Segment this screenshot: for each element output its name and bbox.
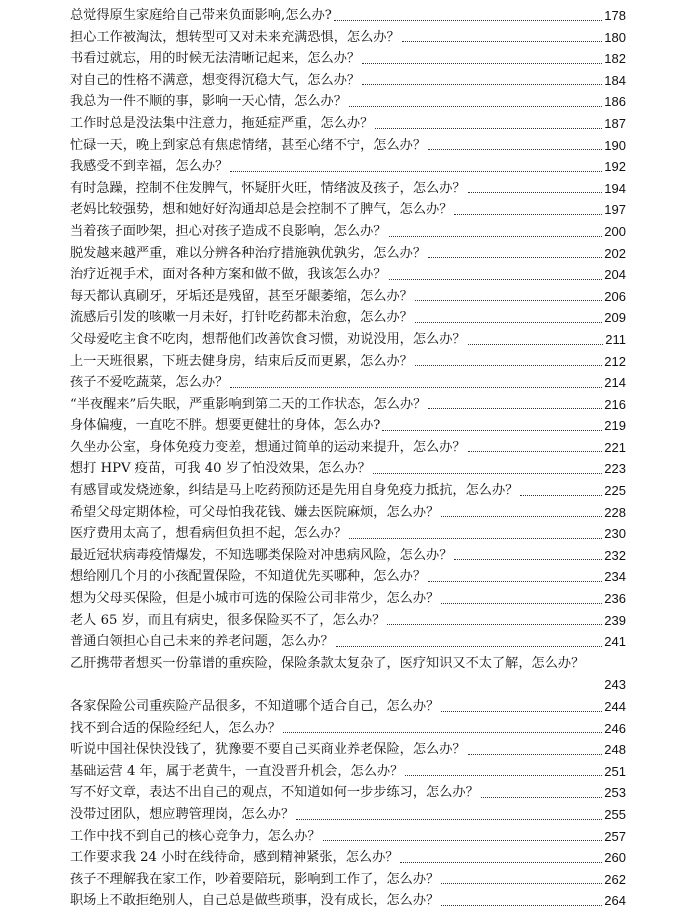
toc-entry-page-number: 190: [604, 137, 626, 153]
toc-entry-page-number: 200: [604, 223, 626, 239]
toc-entry: [70, 48, 626, 70]
toc-entry-title: 久坐办公室，身体免疫力变差，想通过简单的运动来提升，怎么办？: [70, 439, 466, 455]
toc-entry: [70, 610, 626, 632]
dot-leader: [405, 775, 602, 776]
toc-entry: [70, 243, 626, 265]
dot-leader: [468, 192, 603, 193]
toc-entry-page-number: 251: [604, 763, 626, 779]
toc-entry: [70, 437, 626, 459]
dot-leader: [230, 171, 602, 172]
dot-leader: [481, 797, 602, 798]
toc-entry-page-number: 246: [604, 720, 626, 736]
toc-entry-title: 没带过团队，想应聘管理岗，怎么办？: [70, 806, 295, 822]
toc-entry: [70, 458, 626, 480]
toc-entry-page-number: 264: [604, 893, 626, 909]
toc-entry: [70, 329, 626, 351]
toc-entry-title: 我总为一件不顺的事，影响一天心情，怎么办？: [70, 94, 347, 110]
toc-entry: [70, 631, 626, 653]
toc-entry-page-number: 253: [604, 785, 626, 801]
toc-entry-title: 找不到合适的保险经纪人，怎么办？: [70, 720, 281, 736]
toc-entry: [70, 156, 626, 178]
toc-entry-title: 想打 HPV 疫苗，可我 40 岁了怕没效果，怎么办？: [70, 461, 371, 477]
toc-entry: [70, 70, 626, 92]
toc-entry-page-number: 204: [604, 267, 626, 283]
dot-leader: [323, 840, 603, 841]
toc-entry-title: 工作要求我 24 小时在线待命，感到精神紧张，怎么办？: [70, 850, 399, 866]
dot-leader: [468, 451, 603, 452]
dot-leader: [296, 819, 602, 820]
toc-entry: [70, 415, 626, 437]
toc-entry-title: 每天都认真刷牙，牙垢还是残留，甚至牙龈萎缩，怎么办？: [70, 288, 413, 304]
toc-entry: [70, 739, 626, 761]
toc-entry-page-number: 206: [604, 288, 626, 304]
toc-entry-title: 书看过就忘，用的时候无法清晰记起来，怎么办？: [70, 51, 361, 67]
toc-entry-page-number: 194: [604, 180, 626, 196]
toc-entry-page-number: 214: [604, 375, 626, 391]
toc-entry-title: 担心工作被淘汰，想转型可又对未来充满恐惧，怎么办？: [70, 29, 400, 45]
toc-entry: [70, 135, 626, 157]
dot-leader: [336, 646, 603, 647]
toc-entry-page-number: 192: [604, 159, 626, 175]
toc-entry-page-number: 257: [604, 828, 626, 844]
table-of-contents: [70, 5, 626, 912]
toc-entry-title: 最近冠状病毒疫情爆发，不知选哪类保险对冲患病风险，怎么办？: [70, 547, 453, 563]
dot-leader: [400, 862, 602, 863]
toc-entry-title: 想为父母买保险，但是小城市可选的保险公司非常少，怎么办？: [70, 591, 440, 607]
dot-leader: [428, 408, 602, 409]
toc-entry: [70, 199, 626, 221]
toc-entry: [70, 221, 626, 243]
toc-entry: [70, 264, 626, 286]
toc-entry-page-number: 225: [604, 483, 626, 499]
dot-leader: [441, 883, 602, 884]
toc-entry: [70, 847, 626, 869]
toc-entry-page-number: 178: [604, 8, 626, 23]
dot-leader: [441, 711, 602, 712]
toc-entry-title: 上一天班很累，下班去健身房，结束后反而更累，怎么办？: [70, 353, 413, 369]
toc-entry-page-number: 212: [604, 353, 626, 369]
toc-entry-page-number: 223: [604, 461, 626, 477]
toc-entry: [70, 5, 626, 27]
toc-entry-title: 脱发越来越严重，难以分辨各种治疗措施孰优孰劣，怎么办？: [70, 245, 427, 261]
toc-entry: [70, 351, 626, 373]
toc-entry-page-number: 239: [604, 612, 626, 628]
dot-leader: [441, 516, 602, 517]
toc-entry-page-number: 230: [604, 526, 626, 542]
toc-entry-title: 总觉得原生家庭给自己带来负面影响,怎么办?: [70, 8, 332, 23]
toc-entry-title: 普通白领担心自己未来的养老问题，怎么办？: [70, 634, 334, 650]
toc-entry: [70, 372, 626, 394]
dot-leader: [454, 214, 602, 215]
toc-entry: [70, 826, 626, 848]
toc-entry: [70, 653, 626, 696]
dot-leader: [362, 63, 602, 64]
toc-entry: [70, 394, 626, 416]
dot-leader: [468, 344, 604, 345]
toc-entry-title: 有感冒或发烧迹象，纠结是马上吃药预防还是先用自身免疫力抵抗，怎么办？: [70, 483, 519, 499]
toc-entry-title: 老妈比较强势，想和她好好沟通却总是会控制不了脾气，怎么办？: [70, 202, 453, 218]
toc-entry-page-number: 228: [604, 504, 626, 520]
dot-leader: [389, 236, 603, 237]
dot-leader: [428, 149, 602, 150]
dot-leader: [520, 495, 602, 496]
toc-entry: [70, 27, 626, 49]
toc-entry-page-number: 202: [604, 245, 626, 261]
toc-entry-page-number: 243: [604, 677, 626, 693]
toc-entry: [70, 480, 626, 502]
toc-entry-page-number: 255: [604, 806, 626, 822]
dot-leader: [362, 84, 602, 85]
dot-leader: [349, 538, 602, 539]
toc-entry-title: 职场上不敢拒绝别人，自己总是做些琐事，没有成长，怎么办？: [70, 893, 440, 909]
toc-entry-title: 孩子不爱吃蔬菜，怎么办？: [70, 375, 229, 391]
dot-leader: [428, 581, 602, 582]
toc-entry: [70, 782, 626, 804]
toc-entry-page-number: 236: [604, 591, 626, 607]
toc-entry-page-number: 244: [604, 699, 626, 714]
toc-entry: [70, 718, 626, 740]
toc-entry-title: 对自己的性格不满意，想变得沉稳大气，怎么办？: [70, 72, 361, 88]
dot-leader: [230, 387, 602, 388]
toc-entry-page-number: 241: [604, 634, 626, 650]
dot-leader: [415, 365, 602, 366]
dot-leader: [415, 322, 602, 323]
toc-entry: [70, 178, 626, 200]
toc-entry-page-number: 182: [604, 51, 626, 67]
toc-entry-title: 父母爱吃主食不吃肉，想帮他们改善饮食习惯，劝说没用，怎么办？: [70, 331, 466, 347]
toc-entry-page-number: 232: [604, 547, 626, 563]
toc-entry: [70, 307, 626, 329]
dot-leader: [468, 754, 603, 755]
toc-entry-page-number: 221: [604, 439, 626, 455]
toc-entry-title: 工作时总是没法集中注意力，拖延症严重，怎么办？: [70, 115, 374, 131]
toc-entry: [70, 804, 626, 826]
toc-entry-page-number: 180: [604, 29, 626, 45]
toc-entry-page-number: 211: [605, 331, 626, 347]
toc-entry-page-number: 197: [604, 202, 626, 218]
toc-entry: [70, 869, 626, 891]
toc-entry-title: 我感受不到幸福，怎么办？: [70, 159, 229, 175]
toc-entry: [70, 113, 626, 135]
toc-entry-page-number: 260: [604, 850, 626, 866]
toc-entry-title: 希望父母定期体检，可父母怕我花钱、嫌去医院麻烦，怎么办？: [70, 504, 440, 520]
toc-entry-title: “半夜醒来”后失眠，严重影响到第二天的工作状态，怎么办？: [70, 396, 427, 412]
toc-entry: [70, 545, 626, 567]
toc-entry: [70, 761, 626, 783]
dot-leader: [441, 905, 602, 906]
toc-entry-page-number: 184: [604, 72, 626, 88]
toc-entry-title: 各家保险公司重疾险产品很多，不知道哪个适合自己，怎么办？: [70, 699, 440, 714]
dot-leader: [402, 41, 603, 42]
toc-entry-title: 想给刚几个月的小孩配置保险，不知道优先买哪种，怎么办？: [70, 569, 427, 585]
toc-entry-title: 医疗费用太高了，想看病但负担不起，怎么办？: [70, 526, 347, 542]
dot-leader: [283, 732, 602, 733]
toc-entry-title: 有时急躁，控制不住发脾气，怀疑肝火旺，情绪波及孩子，怎么办？: [70, 180, 466, 196]
toc-entry: [70, 91, 626, 113]
dot-leader: [349, 106, 602, 107]
dot-leader: [334, 20, 602, 21]
dot-leader: [387, 624, 602, 625]
toc-entry-page-number: 234: [604, 569, 626, 585]
toc-entry-title: 老人 65 岁，而且有病史，很多保险买不了，怎么办？: [70, 612, 386, 628]
toc-entry: [70, 890, 626, 912]
toc-entry-page-number: 209: [604, 310, 626, 326]
dot-leader: [415, 300, 602, 301]
toc-entry-title: 治疗近视手术，面对各种方案和做不做，我该怎么办？: [70, 267, 387, 283]
toc-entry-title: 孩子不理解我在家工作，吵着要陪玩，影响到工作了，怎么办？: [70, 871, 440, 887]
dot-leader: [454, 559, 602, 560]
dot-leader: [441, 603, 602, 604]
dot-leader: [375, 128, 602, 129]
toc-entry: [70, 286, 626, 308]
toc-entry: [70, 588, 626, 610]
toc-entry-title: 听说中国社保快没钱了，犹豫要不要自己买商业养老保险，怎么办？: [70, 742, 466, 758]
toc-entry-page-number: 248: [604, 742, 626, 758]
dot-leader: [389, 279, 603, 280]
toc-entry-page-number: 262: [604, 871, 626, 887]
toc-entry-title: 工作中找不到自己的核心竞争力，怎么办？: [70, 828, 321, 844]
toc-entry: [70, 523, 626, 545]
toc-entry-title: 当着孩子面吵架，担心对孩子造成不良影响，怎么办？: [70, 223, 387, 239]
toc-entry-page-number: 187: [604, 115, 626, 131]
toc-entry-title: 写不好文章，表达不出自己的观点，不知道如何一步步练习，怎么办？: [70, 785, 479, 801]
dot-leader: [382, 430, 602, 431]
dot-leader: [373, 473, 602, 474]
toc-entry: [70, 502, 626, 524]
toc-entry-page-number: 219: [604, 418, 626, 434]
toc-entry-title: 流感后引发的咳嗽一月未好，打针吃药都未治愈，怎么办？: [70, 310, 413, 326]
dot-leader: [428, 257, 602, 258]
toc-entry-title: 忙碌一天，晚上到家总有焦虑情绪，甚至心绪不宁，怎么办？: [70, 137, 427, 153]
toc-entry-page-number: 186: [604, 94, 626, 110]
toc-entry: [70, 566, 626, 588]
toc-entry-page-number: 216: [604, 396, 626, 412]
toc-entry-title: 基础运营 4 年，属于老黄牛，一直没晋升机会，怎么办？: [70, 763, 404, 779]
toc-entry-title: 身体偏瘦，一直吃不胖。想要更健壮的身体，怎么办?: [70, 418, 381, 434]
toc-entry-title: 乙肝携带者想买一份靠谱的重疾险，保险条款太复杂了，医疗知识又不太了解，怎么办？: [70, 655, 585, 671]
toc-entry: [70, 696, 626, 718]
